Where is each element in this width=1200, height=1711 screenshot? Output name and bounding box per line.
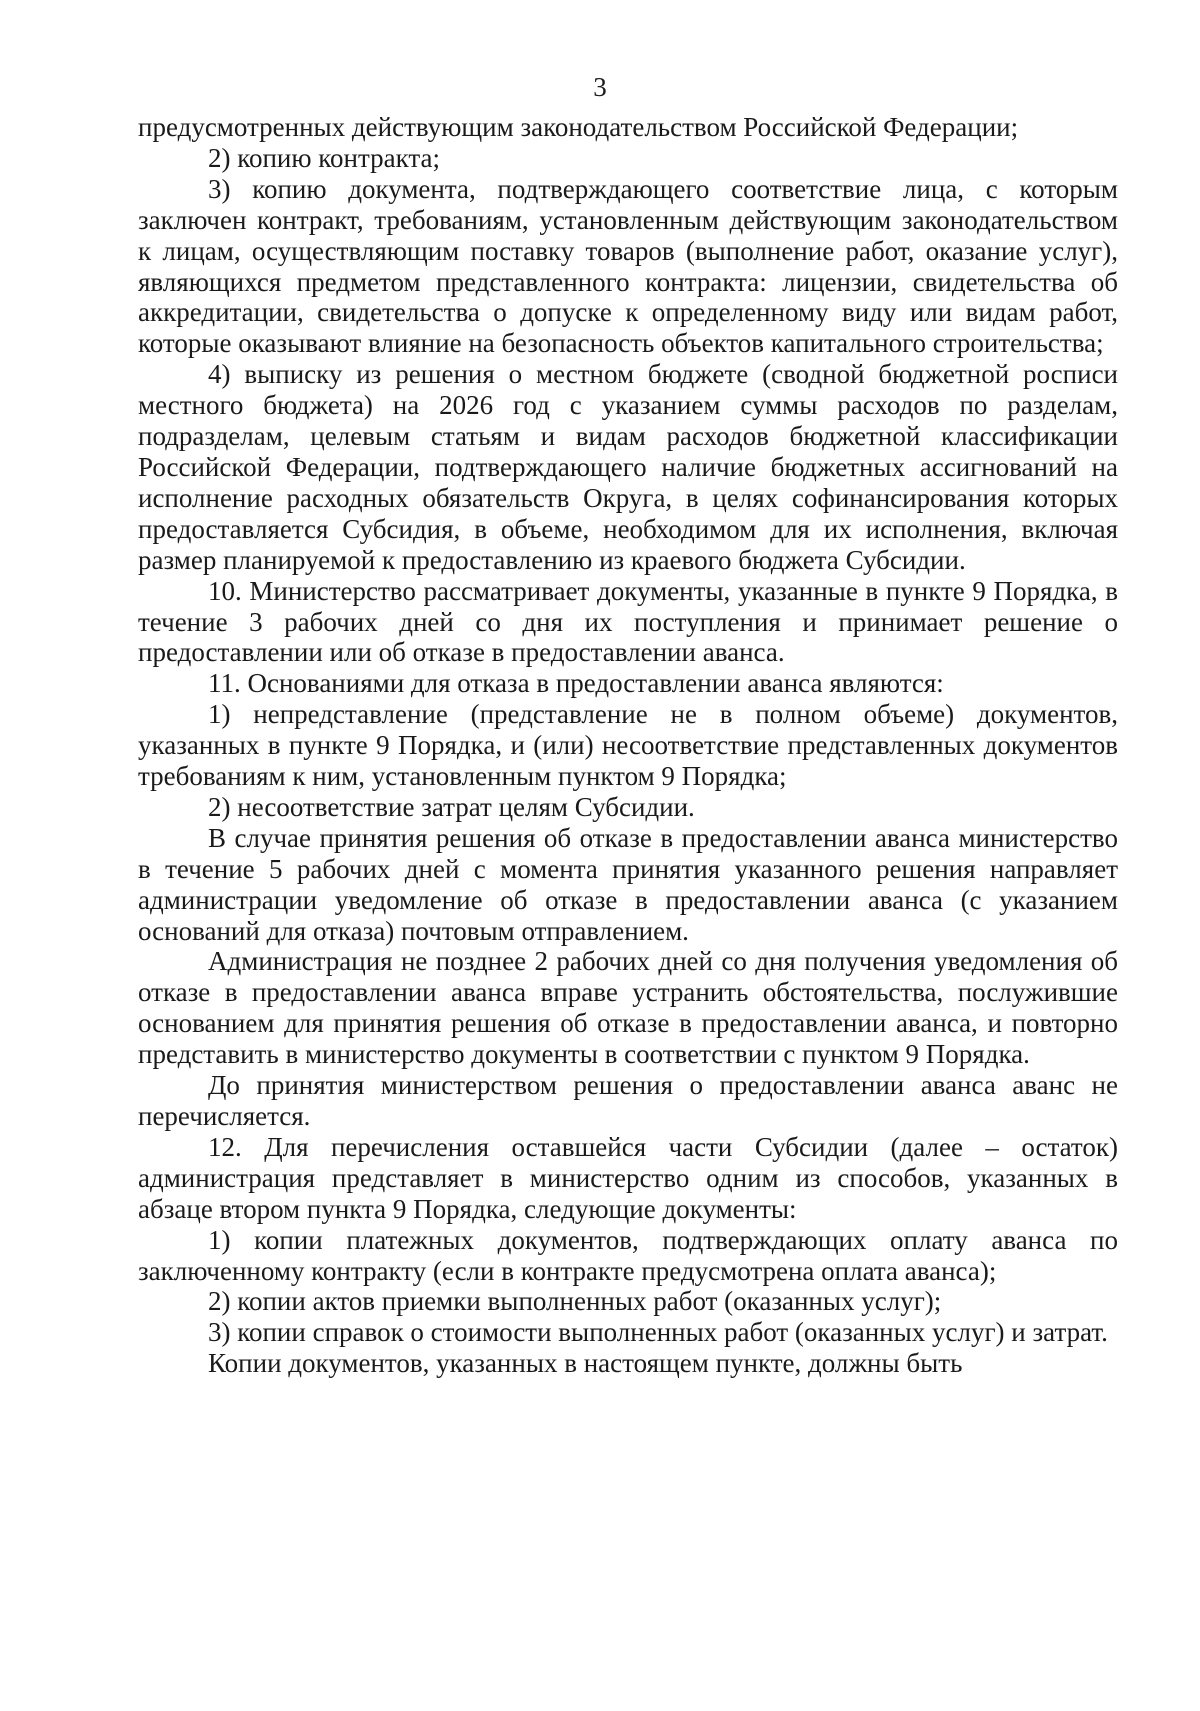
paragraph-continuation: предусмотренных действующим законодательством Российской Федерации; <box>138 112 1019 142</box>
paragraph-clause-12-item-1: 1) копии платежных документов, подтверждающих оплату аванса по заключенному контракту (если в контракте предусмотрена оплата аванса); <box>138 1224 1118 1286</box>
paragraph-clause-11-item-2: 2) несоответствие затрат целям Субсидии. <box>208 791 695 822</box>
paragraph-clause-10: 10. Министерство рассматривает документы, указанные в пункте 9 Порядка, в течение 3 рабочих дней со дня их поступления и принимает решение о предоставлении или об отказе в предоставлении аванса. <box>138 575 1118 668</box>
paragraph-clause-12-item-3: 3) копии справок о стоимости выполненных работ (оказанных услуг) и затрат. <box>208 1317 1108 1348</box>
page-number: 3 <box>593 72 607 102</box>
paragraph-clause-11-item-1: 1) непредставление (представление не в полном объеме) документов, указанных в пункте 9 Порядка, и (или) несоответствие представленных документов требованиям к ним, установленным пунктом 9 Порядка; <box>138 699 1118 792</box>
paragraph-item-3: 3) копию документа, подтверждающего соответствие лица, с которым заключен контракт, требованиям, установленным действующим законодательством к лицам, осуществляющим поставку товаров (выполнение работ, оказание услуг), являющихся предметом представленного контракта: лицензии, свидетельства об аккредитации, свидетельства о допуске к определенному виду или видам работ, которые оказывают влияние на безопасность объектов капитального строительства; <box>138 173 1118 359</box>
paragraph-advance-not-transferred: До принятия министерством решения о предоставлении аванса аванс не перечисляется. <box>138 1070 1118 1131</box>
document-body <box>138 112 1118 1379</box>
paragraph-clause-11: 11. Основаниями для отказа в предоставлении аванса являются: <box>208 668 944 699</box>
paragraph-clause-12-item-2: 2) копии актов приемки выполненных работ (оказанных услуг); <box>208 1286 942 1317</box>
paragraph-refusal-notice: В случае принятия решения об отказе в предоставлении аванса министерство в течение 5 рабочих дней с момента принятия указанного решения направляет администрации уведомление об отказе в предоставлении аванса (с указанием оснований для отказа) почтовым отправлением. <box>138 822 1118 946</box>
paragraph-item-4: 4) выписку из решения о местном бюджете (сводной бюджетной росписи местного бюджета) на 2026 год с указанием суммы расходов по разделам, подразделам, целевым статьям и видам расходов бюджетной классификации Российской Федерации, подтверждающего наличие бюджетных ассигнований на исполнение расходных обязательств Округа, в целях софинансирования которых предоставляется Субсидия, в объеме, необходимом для их исполнения, включая размер планируемой к предоставлению из краевого бюджета Субсидии. <box>138 359 1118 575</box>
paragraph-clause-12: 12. Для перечисления оставшейся части Субсидии (далее – остаток) администрация представляет в министерство одним из способов, указанных в абзаце втором пункта 9 Порядка, следующие документы: <box>138 1131 1118 1224</box>
paragraph-copies-requirement: Копии документов, указанных в настоящем пункте, должны быть <box>208 1348 963 1379</box>
paragraph-item-2: 2) копию контракта; <box>208 142 440 173</box>
paragraph-resubmission: Администрация не позднее 2 рабочих дней со дня получения уведомления об отказе в предоставлении аванса вправе устранить обстоятельства, послужившие основанием для принятия решения об отказе в предоставлении аванса, и повторно представить в министерство документы в соответствии с пунктом 9 Порядка. <box>138 946 1118 1070</box>
